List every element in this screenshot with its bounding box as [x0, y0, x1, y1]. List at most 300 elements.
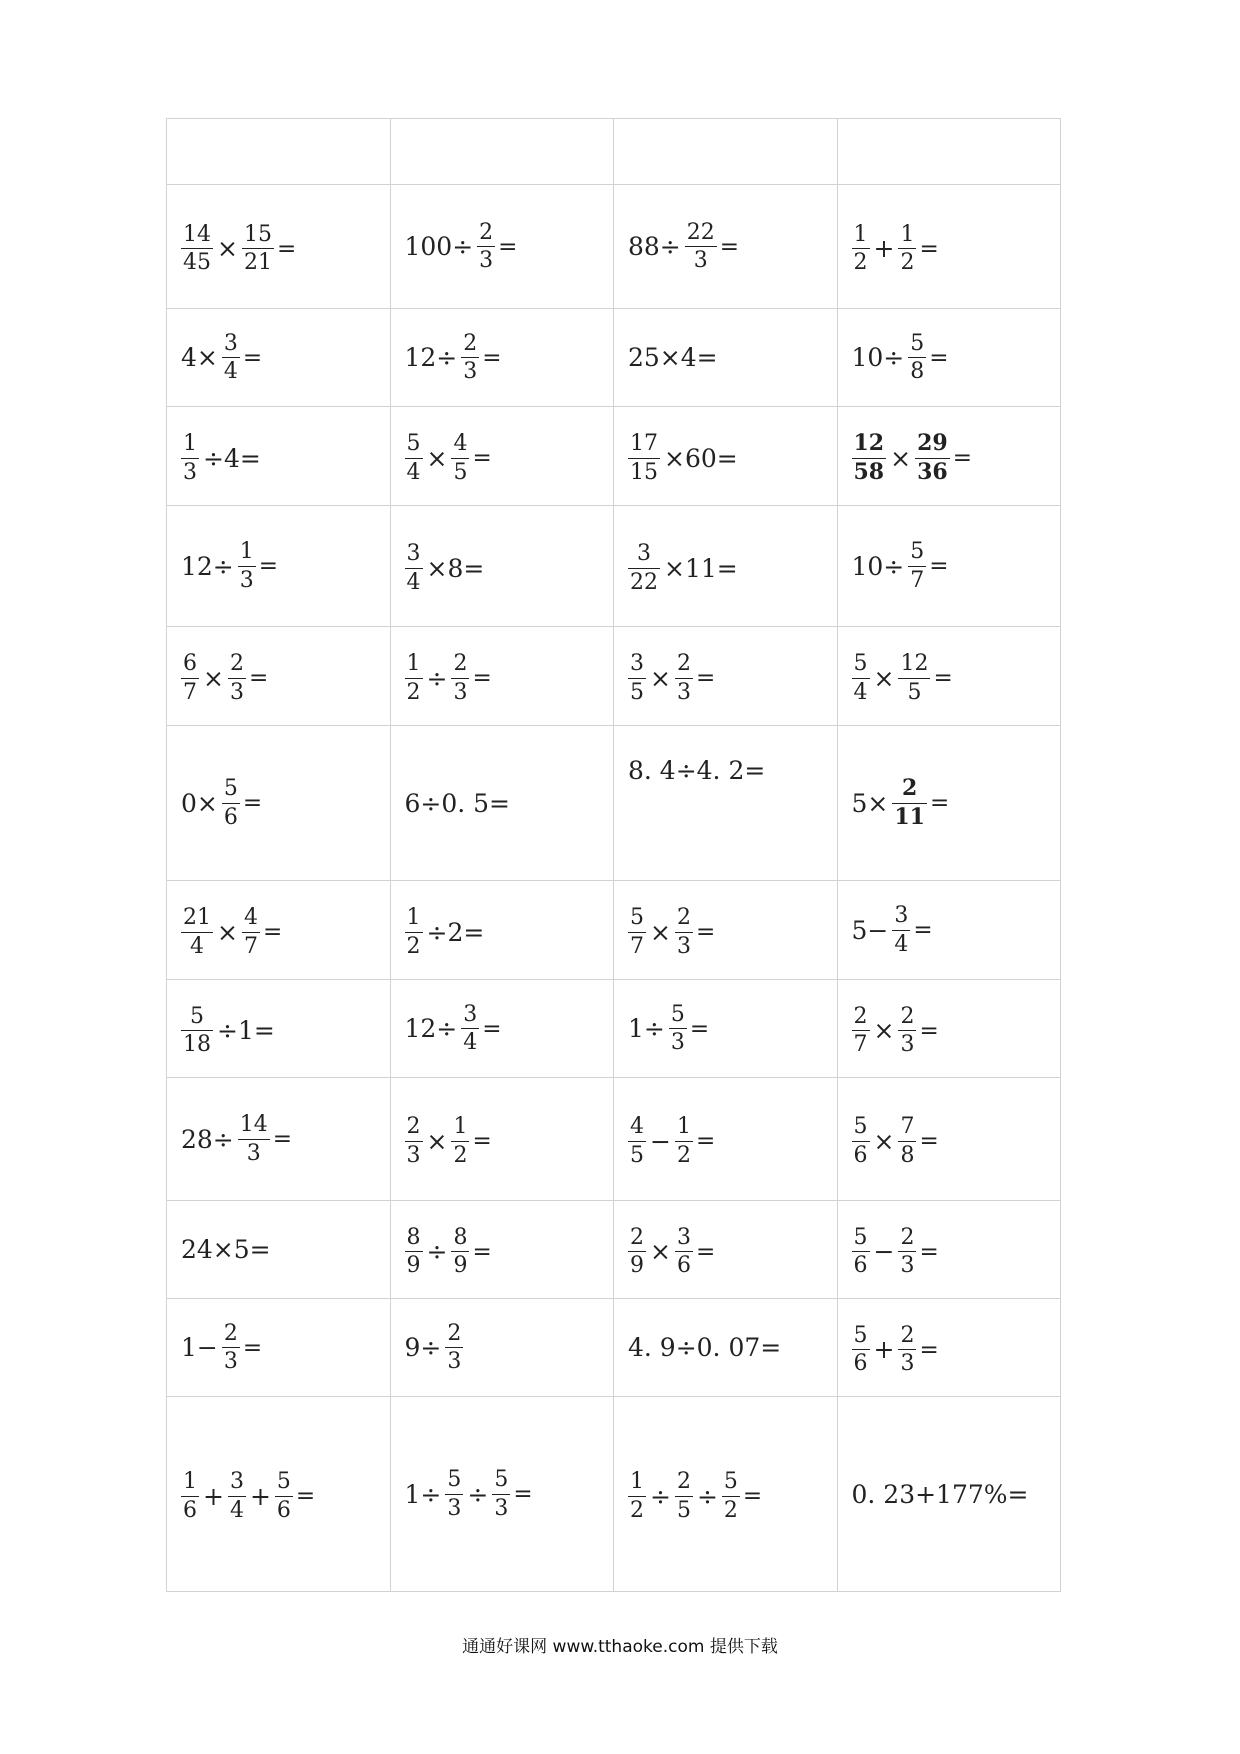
fraction-denominator: 4: [406, 569, 421, 595]
fraction-denominator: 3: [900, 1253, 915, 1278]
expression-text: +: [873, 1335, 895, 1364]
fraction-numerator: 5: [406, 431, 421, 457]
expression-text: +: [249, 1481, 271, 1511]
math-expression: [626, 541, 740, 595]
equals-sign: =: [695, 1128, 716, 1154]
problem-cell: [614, 1299, 838, 1397]
fraction-denominator: 4: [223, 359, 238, 384]
expression-text: 6÷0. 5=: [404, 788, 511, 818]
fraction: [181, 222, 213, 276]
fraction: [898, 222, 916, 276]
math-expression: [179, 1112, 292, 1166]
equals-sign: =: [742, 1483, 763, 1509]
expression-text: ×: [890, 443, 912, 473]
problem-cell: [167, 1078, 391, 1201]
blank-cell: [837, 119, 1061, 185]
fraction: [181, 431, 199, 485]
fraction-numerator: 5: [853, 651, 868, 677]
expression-text: ÷: [426, 663, 448, 693]
fraction: [852, 222, 870, 276]
fraction-numerator: 29: [917, 430, 948, 457]
math-expression: [850, 222, 939, 276]
fraction: [445, 1321, 463, 1375]
expression-text: 4×: [181, 343, 218, 372]
fraction-numerator: 22: [686, 219, 715, 245]
problem-cell: [167, 1201, 391, 1299]
problem-cell: [167, 627, 391, 726]
fraction-denominator: 2: [406, 679, 421, 705]
fraction-denominator: 4: [181, 932, 213, 959]
equals-sign: =: [258, 553, 279, 579]
fraction-numerator: 8: [406, 1224, 421, 1250]
fraction-numerator: 3: [406, 541, 421, 567]
fraction-numerator: 1: [406, 651, 421, 677]
fraction-numerator: 5: [190, 1003, 204, 1029]
fraction: [898, 1004, 916, 1058]
fraction: [892, 903, 910, 957]
equals-sign: =: [498, 233, 518, 260]
equals-sign: =: [952, 445, 972, 471]
fraction-numerator: 2: [447, 1320, 462, 1346]
fraction: [238, 1112, 270, 1166]
fraction-numerator: 3: [676, 1224, 691, 1250]
math-expression: [626, 343, 720, 372]
fraction-denominator: 18: [183, 1032, 211, 1057]
fraction-numerator: 1: [183, 431, 197, 457]
fraction-numerator: 14: [239, 1112, 268, 1138]
fraction-numerator: 2: [900, 1322, 915, 1348]
fraction-denominator: 2: [453, 1142, 468, 1168]
math-expression: [626, 905, 715, 959]
equals-sign: =: [695, 665, 716, 691]
problem-cell: [390, 1299, 614, 1397]
equals-sign: =: [719, 233, 740, 260]
fraction: [405, 431, 423, 485]
math-expression: [626, 756, 767, 785]
expression-text: −: [650, 1126, 671, 1156]
fraction-numerator: 14: [183, 221, 211, 247]
expression-text: ÷1=: [217, 1016, 275, 1045]
equals-sign: =: [513, 1481, 533, 1507]
problem-cell: [614, 185, 838, 309]
equals-sign: =: [472, 445, 492, 471]
fraction-denominator: 3: [685, 246, 717, 273]
fraction-denominator: 6: [276, 1497, 291, 1523]
fraction-denominator: 5: [898, 678, 930, 705]
fraction-denominator: 2: [406, 933, 421, 959]
expression-text: 10÷: [851, 343, 905, 372]
problem-cell: [167, 407, 391, 506]
expression-text: 0. 23+177%=: [851, 1479, 1029, 1509]
problem-cell: [837, 506, 1061, 627]
fraction-numerator: 2: [463, 330, 478, 356]
fraction-numerator: 2: [630, 1224, 644, 1250]
problem-cell: [614, 881, 838, 980]
fraction-denominator: 3: [238, 1139, 270, 1166]
fraction-numerator: 3: [894, 903, 909, 929]
fraction-denominator: 5: [453, 459, 468, 485]
equals-sign: =: [933, 665, 953, 691]
expression-text: −: [873, 1237, 895, 1266]
expression-text: ×: [203, 663, 224, 693]
fraction: [852, 1225, 870, 1279]
fraction-denominator: 2: [630, 1497, 644, 1523]
problem-row: [167, 506, 1061, 627]
fraction: [675, 1225, 693, 1279]
math-expression: [626, 1469, 762, 1523]
expression-text: 25×4=: [628, 343, 718, 372]
fraction: [669, 1002, 687, 1056]
problem-cell: [837, 1299, 1061, 1397]
fraction: [405, 905, 423, 959]
fraction-numerator: 5: [670, 1001, 685, 1027]
problem-cell: [390, 1078, 614, 1201]
math-expression: [850, 331, 949, 385]
fraction-numerator: 2: [676, 1469, 691, 1495]
fraction-numerator: 15: [243, 221, 272, 247]
problem-cell: [614, 506, 838, 627]
equals-sign: =: [919, 1017, 939, 1044]
expression-text: ×8=: [426, 553, 485, 583]
problem-row: [167, 726, 1061, 881]
fraction-denominator: 58: [853, 458, 885, 485]
expression-text: 28÷: [181, 1124, 234, 1154]
problem-cell: [167, 185, 391, 309]
equals-sign: =: [472, 665, 492, 691]
fraction-numerator: 3: [229, 1469, 244, 1495]
fraction: [445, 1467, 463, 1521]
problem-row: [167, 309, 1061, 407]
problem-cell: [390, 881, 614, 980]
fraction-denominator: 6: [853, 1351, 868, 1376]
equals-sign: =: [929, 790, 950, 816]
fraction: [675, 1469, 693, 1523]
fraction: [898, 651, 930, 705]
problem-cell: [167, 881, 391, 980]
fraction-denominator: 3: [223, 1349, 238, 1374]
equals-sign: =: [929, 553, 949, 579]
blank-cell: [614, 119, 838, 185]
fraction-denominator: 4: [406, 459, 421, 485]
fraction: [451, 1114, 469, 1168]
problem-cell: [837, 407, 1061, 506]
problem-cell: [390, 1201, 614, 1299]
fraction-denominator: 21: [243, 250, 272, 275]
problem-cell: [837, 726, 1061, 881]
expression-text: ×11=: [664, 553, 738, 583]
fraction-denominator: 7: [183, 679, 197, 705]
math-expression: [850, 539, 949, 593]
expression-text: ×60=: [664, 443, 738, 473]
fraction: [852, 431, 887, 485]
expression-text: ÷: [696, 1481, 718, 1511]
fraction-denominator: 7: [853, 1032, 868, 1057]
problem-cell: [390, 506, 614, 627]
fraction-denominator: 2: [723, 1497, 738, 1523]
fraction-numerator: 3: [637, 541, 651, 567]
expression-text: ×: [426, 1126, 448, 1156]
fraction-numerator: 2: [900, 1003, 915, 1029]
fraction-denominator: 3: [900, 1032, 915, 1057]
math-expression: [179, 222, 296, 276]
fraction-numerator: 5: [723, 1469, 738, 1495]
problem-row: [167, 1397, 1061, 1592]
fraction-denominator: 3: [676, 933, 691, 959]
fraction: [628, 905, 646, 959]
blank-cell: [167, 119, 391, 185]
fraction-denominator: 4: [853, 679, 868, 705]
fraction: [628, 1469, 646, 1523]
fraction-denominator: 6: [183, 1497, 197, 1523]
fraction: [908, 539, 926, 593]
expression-text: ÷2=: [426, 917, 485, 947]
math-expression: [403, 1225, 492, 1279]
fraction: [628, 541, 660, 595]
math-expression: [403, 1467, 533, 1521]
fraction-denominator: 6: [853, 1142, 868, 1168]
fraction: [852, 651, 870, 705]
fraction-numerator: 5: [853, 1114, 868, 1140]
expression-text: 5−: [851, 915, 889, 945]
problem-cell: [837, 185, 1061, 309]
math-expression: [403, 431, 492, 485]
equals-sign: =: [242, 1334, 263, 1361]
fraction-denominator: 5: [630, 1142, 644, 1168]
expression-text: 12÷: [404, 1014, 458, 1043]
problem-cell: [614, 1201, 838, 1299]
problem-cell: [614, 1078, 838, 1201]
fraction-numerator: 2: [853, 1003, 868, 1029]
equals-sign: =: [689, 1015, 710, 1042]
math-expression: [626, 651, 715, 705]
fraction-numerator: 12: [900, 651, 929, 677]
fraction-numerator: 2: [453, 651, 468, 677]
fraction: [275, 1469, 293, 1523]
equals-sign: =: [276, 235, 297, 262]
equals-sign: =: [913, 917, 933, 943]
fraction: [898, 1323, 916, 1377]
fraction: [852, 1323, 870, 1377]
fraction-denominator: 3: [183, 459, 197, 485]
fraction: [908, 331, 926, 385]
fraction-numerator: 5: [276, 1469, 291, 1495]
fraction-numerator: 5: [910, 330, 925, 356]
fraction-denominator: 4: [463, 1030, 478, 1055]
fraction: [477, 220, 495, 274]
problem-cell: [837, 1397, 1061, 1592]
fraction-denominator: 4: [894, 931, 909, 957]
fraction-numerator: 1: [183, 1469, 197, 1495]
problem-cell: [837, 1201, 1061, 1299]
fraction-denominator: 6: [676, 1253, 691, 1278]
worksheet-body: [167, 119, 1061, 1592]
fraction-numerator: 5: [910, 539, 925, 565]
fraction-numerator: 7: [900, 1114, 915, 1140]
problem-cell: [390, 1397, 614, 1592]
math-expression: [179, 905, 282, 959]
expression-text: 12÷: [181, 551, 234, 581]
fraction-denominator: 4: [229, 1497, 244, 1523]
fraction: [898, 1225, 916, 1279]
fraction-denominator: 3: [494, 1495, 509, 1521]
fraction-denominator: 7: [910, 567, 925, 593]
expression-text: 88÷: [628, 232, 681, 261]
math-expression: [626, 220, 739, 274]
math-expression: [179, 651, 268, 705]
fraction: [628, 1114, 646, 1168]
equals-sign: =: [919, 1128, 939, 1154]
expression-text: 1÷: [404, 1479, 442, 1509]
math-expression: [179, 331, 262, 385]
problem-row: [167, 1299, 1061, 1397]
fraction-numerator: 17: [630, 431, 658, 457]
fraction-denominator: 2: [900, 250, 915, 275]
problem-cell: [167, 309, 391, 407]
equals-sign: =: [929, 344, 949, 371]
fraction-numerator: 4: [453, 431, 468, 457]
expression-text: 10÷: [851, 551, 905, 581]
fraction-denominator: 8: [900, 1142, 915, 1168]
fraction-denominator: 3: [229, 679, 244, 705]
fraction-numerator: 1: [676, 1114, 691, 1140]
fraction-numerator: 5: [630, 905, 644, 931]
fraction-denominator: 3: [670, 1030, 685, 1055]
math-expression: [179, 431, 263, 485]
fraction: [685, 220, 717, 274]
fraction: [451, 651, 469, 705]
problem-cell: [614, 726, 838, 881]
fraction-denominator: 6: [223, 804, 238, 830]
fraction-numerator: 1: [630, 1469, 644, 1495]
equals-sign: =: [242, 790, 263, 816]
fraction: [628, 651, 646, 705]
expression-text: 5×: [851, 788, 889, 818]
math-expression: [403, 1002, 502, 1056]
problem-row: [167, 185, 1061, 309]
fraction-denominator: 15: [630, 459, 658, 485]
fraction-numerator: 6: [183, 651, 197, 677]
fraction-numerator: 12: [853, 430, 885, 457]
fraction-numerator: 2: [676, 651, 691, 677]
expression-text: ÷: [650, 1481, 671, 1511]
problem-row: [167, 881, 1061, 980]
problem-row: [167, 1078, 1061, 1201]
fraction-denominator: 2: [853, 250, 868, 275]
fraction: [898, 1114, 916, 1168]
fraction-denominator: 3: [406, 1142, 421, 1168]
fraction: [722, 1469, 740, 1523]
fraction-numerator: 2: [479, 219, 494, 245]
fraction: [242, 222, 274, 276]
fraction-denominator: 36: [917, 458, 948, 485]
footer-credit: 通通好课网 www.tthaoke.com 提供下载: [462, 1637, 778, 1657]
problem-cell: [837, 1078, 1061, 1201]
fraction-numerator: 2: [676, 905, 691, 931]
problem-cell: [390, 309, 614, 407]
fraction: [451, 431, 469, 485]
equals-sign: =: [262, 919, 283, 945]
expression-text: ÷: [426, 1237, 448, 1266]
problem-cell: [390, 407, 614, 506]
fraction-numerator: 4: [630, 1114, 644, 1140]
fraction-numerator: 5: [494, 1467, 509, 1493]
fraction: [628, 431, 660, 485]
expression-text: ×: [426, 443, 448, 473]
fraction-numerator: 5: [853, 1322, 868, 1348]
fraction: [852, 1004, 870, 1058]
expression-text: 1÷: [628, 1014, 665, 1043]
fraction-numerator: 3: [223, 330, 238, 356]
fraction-numerator: 5: [223, 776, 238, 802]
problem-cell: [390, 627, 614, 726]
equals-sign: =: [295, 1483, 316, 1509]
fraction: [675, 905, 693, 959]
expression-text: 0×: [181, 788, 218, 818]
fraction-denominator: 3: [239, 567, 254, 593]
math-expression: [403, 905, 487, 959]
equals-sign: =: [248, 665, 269, 691]
fraction: [852, 1114, 870, 1168]
math-expression: [626, 431, 740, 485]
fraction-denominator: 3: [463, 359, 478, 384]
fraction-numerator: 2: [229, 651, 244, 677]
fraction-denominator: 3: [676, 679, 691, 705]
expression-text: 100÷: [404, 232, 474, 261]
fraction: [628, 1225, 646, 1279]
fraction: [242, 905, 260, 959]
fraction: [181, 1469, 199, 1523]
equals-sign: =: [242, 344, 263, 371]
math-expression: [179, 1235, 273, 1264]
problem-cell: [614, 407, 838, 506]
math-expression: [850, 903, 933, 957]
problem-cell: [614, 980, 838, 1078]
problem-row: [167, 627, 1061, 726]
fraction-numerator: 8: [453, 1224, 468, 1250]
problem-cell: [167, 1397, 391, 1592]
fraction-denominator: 7: [630, 933, 644, 959]
blank-header-row: [167, 119, 1061, 185]
problem-cell: [167, 506, 391, 627]
fraction: [405, 1114, 423, 1168]
math-expression: [626, 1333, 783, 1362]
problem-row: [167, 1201, 1061, 1299]
math-expression: [403, 789, 513, 818]
fraction-numerator: 1: [239, 539, 254, 565]
fraction: [222, 776, 240, 830]
fraction: [405, 1225, 423, 1279]
expression-text: ×: [873, 663, 895, 693]
equals-sign: =: [482, 344, 502, 371]
equals-sign: =: [919, 1238, 939, 1265]
fraction: [228, 651, 246, 705]
math-expression: [850, 1004, 939, 1058]
expression-text: ÷4=: [203, 443, 261, 473]
fraction-denominator: 11: [894, 803, 925, 830]
math-expression: [626, 1114, 715, 1168]
fraction-numerator: 2: [902, 775, 918, 802]
fraction: [405, 541, 423, 595]
fraction-denominator: 5: [630, 679, 644, 705]
math-expression: [403, 1114, 492, 1168]
fraction-denominator: 2: [676, 1142, 691, 1168]
math-expression: [179, 1004, 277, 1058]
equals-sign: =: [695, 919, 716, 945]
expression-text: 9÷: [404, 1333, 442, 1362]
fraction-denominator: 5: [676, 1497, 691, 1523]
fraction-numerator: 5: [853, 1224, 868, 1250]
fraction: [892, 776, 927, 830]
